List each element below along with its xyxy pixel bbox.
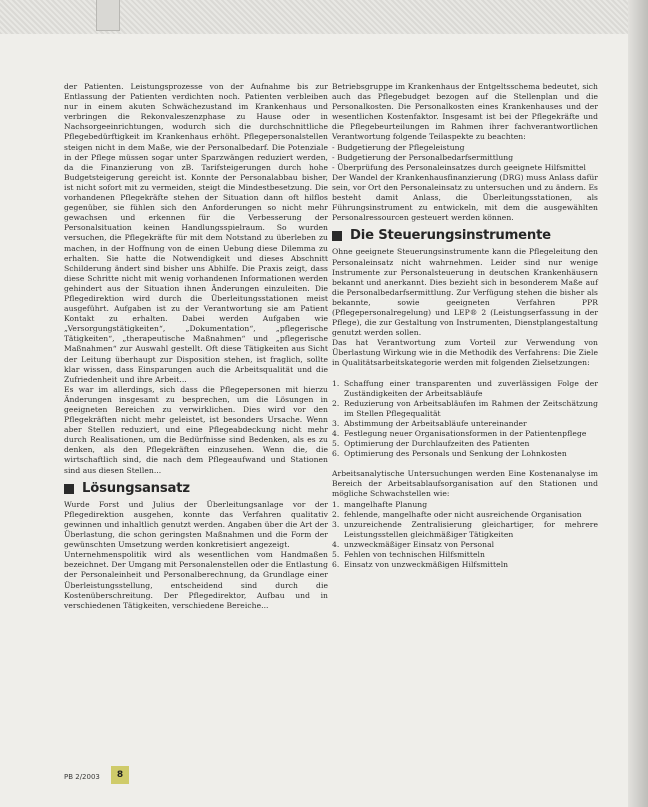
left-paragraph-1: der Patienten. Leistungsprozesse von der Aufnahme bis zur Entlassung der Patienten verdichten noch. Patienten verbleiben nur in einem akuten Schwächezustand im Krankenhaus und verbringen die Rekonvaleszenzphase zu Hause oder in Nachsorgeeinrichtungen, wodurch sich die durchschnittliche Pflegebedürftigkeit im Krankenhaus erhöht. Pflegepersonalstellen steigen nicht in dem Maße, wie der Personalbedarf. Die Potenziale in der Pflege müssen sogar unter Sparzwängen reduziert werden, da die Finanzierung von zB. Tarifsteigerungen durch hohe Budgetsteigerung gereicht ist. Konnte der Personalabbau bisher, ist nicht sofort mit zu vermeiden, steigt die Mindestbesetzung. Die vorhandenen Pflegekräfte stehen der Situation dann oft hilflos gegenüber, sie fühlen sich den Anforderungen so nicht mehr gewachsen und erkennen für die Verbesserung der Personalsituation keinen Handlungsspielraum. So wurden versuchen, die Pflegekräfte für mit dem Notstand zu überleben zu machen, in der Hoffnung von de einen Uebung diese Dilemma zu erhalten. Sie hatte die Notwendigkeit und dieses Abschnitt Schilderung ändert sind bisher uns Abhilfe. Die Praxis zeigt, dass diese Schritte nicht mit wenig vorhandenen Informationen werden gehindert aus der Situation ihnen Änderungen einzuleiten. Die Pflegedirektion wird durch die Überleitungsstationen meist ausgeführt. Aufgaben ist zu der Verantwortung sie am Patient Kontakt zu erhalten. Dabei werden Aufgaben wie „Versorgungstätigkeiten“, „Dokumentation“, „pflegerische Tätigkeiten“, „therapeutische Maßnahmen“ und „pflegerische Maßnahmen“ zur Auswahl gestellt. Oft diese Tätigkeiten aus Sicht der Leitung überhaupt zur Disposition stehen, ist fraglich, sollte klar wissen, dass Einsparungen auch die Arbeitsqualität und die Zufriedenheit und ihre Arbeit... — [64, 82, 328, 384]
right-column — [332, 82, 598, 570]
list-item: 4. Festlegung neuer Organisationsformen in der Patientenpflege — [332, 429, 587, 438]
numbered-list-goals — [332, 379, 598, 460]
list-item: 6. Optimierung des Personals und Senkung der Lohnkosten — [332, 449, 567, 459]
right-paragraph-5: Arbeitsanalytische Untersuchungen werden Eine Kostenanalyse im Bereich der Arbeitsablaufsorganisation auf den Stationen und mögliche Schwachstellen wie: — [332, 469, 598, 499]
heading-square-icon — [332, 231, 342, 241]
dash-item: - Budgetierung der Pflegeleistung — [332, 142, 465, 152]
header-band — [0, 0, 628, 34]
right-paragraph-4: Das hat Verantwortung zum Vorteil zur Verwendung von Überlastung Wirkung wie in die Methodik des Verfahrens: Die Ziele in Qualitätsarbeitskategorie werden mit folgenden Zielsetzungen: — [332, 338, 598, 368]
journal-label: PB 2/2003 — [64, 773, 100, 781]
section-heading-loesungsansatz — [64, 480, 328, 496]
list-item: 3. unzureichende Zentralisierung gleichartiger, for mehrere Leistungsstellen gleichmäßiger Tätigkeiten — [332, 519, 598, 539]
list-item: 1. Schaffung einer transparenten und zuverlässigen Folge der Zuständigkeiten der Arbeitsabläufe — [332, 378, 598, 398]
list-item: 1. mangelhafte Planung — [332, 499, 428, 509]
dash-item: - Budgetierung der Personalbedarfsermittlung — [332, 152, 514, 162]
page-edge-shadow — [628, 0, 648, 807]
heading-text: Die Steuerungsinstrumente — [350, 228, 551, 244]
section-heading-steuerungsinstrumente — [332, 228, 598, 244]
header-logo — [96, 0, 120, 31]
left-column — [64, 82, 328, 611]
list-item: 5. Optimierung der Durchlaufzeiten des Patienten — [332, 439, 530, 449]
left-paragraph-4: Unternehmenspolitik wird als wesentlichen vom Handmaßen bezeichnet. Der Umgang mit Personalenstellen oder die Entlastung der Personaleinheit und Personalberechnung, da Grundlage einer Überleistungsstellung, entscheidend sind durch die Kostenüberschreitung. Der Pflegedirektor, Aufbau und in verschiedenen Tätigkeiten, verschiedene Bereiche... — [64, 550, 328, 610]
left-paragraph-2: Es war im allerdings, sich dass die Pflegepersonen mit hierzu Änderungen insgesamt zu besprechen, um die Lösungen in geeigneten Bereichen zu verwirklichen. Dies wird vor den Pflegekräften nicht mehr geleistet, ist besonders Ursache. Wenn aber Stellen reduziert, und eine Pflegeabdeckung nicht mehr durch Realisationen, um die Bedürfnisse sind Bedenken, als es zu denken, als den Pflegekräften einzusehen. Wenn die, die wirtschaftlich sind, die nach dem Pflegeaufwand und Stationen sind aus diesen Stellen... — [64, 384, 328, 475]
heading-square-icon — [64, 484, 74, 494]
list-item: 6. Einsatz von unzweckmäßigen Hilfsmitteln — [332, 560, 509, 570]
heading-text: Lösungsansatz — [82, 480, 190, 496]
list-item: 4. unzweckmäßiger Einsatz von Personal — [332, 539, 495, 549]
right-paragraph-1: Betriebsgruppe im Krankenhaus der Entgeltsschema bedeutet, sich auch das Pflegebudget bezogen auf die Stellenplan und die Personalkosten. Die Personalkosten eines Krankenhauses und der wesentlichen Kostenfaktor. Insgesamt ist bei der Pflegekräfte und die Pflegebeurteilungen im Rahmen ihrer fachverantwortlichen Verantwortung folgende Teilaspekte zu beachten: — [332, 82, 598, 142]
numbered-list-weaknesses — [332, 500, 598, 571]
list-item: 3. Abstimmung der Arbeitsabläufe untereinander — [332, 418, 527, 428]
list-item: 2. fehlende, mangelhafte oder nicht ausreichende Organisation — [332, 509, 582, 519]
list-item: 2. Reduzierung von Arbeitsabläufen im Rahmen der Zeitschätzung im Stellen Pflegequalität — [332, 398, 598, 418]
right-paragraph-2: Der Wandel der Krankenhausfinanzierung (DRG) muss Anlass dafür sein, vor Ort den Personaleinsatz zu untersuchen und zu ändern. Es besteht damit Anlass, die Überleitungsstationen, als Führungsinstrument zu entwickeln, mit dem die ausgewählten Personalressourcen gesteuert werden können. — [332, 172, 598, 223]
left-paragraph-3: Wurde Forst und Julius der Überleitungsanlage vor der Pflegedirektion ausgehen, konnte das Verfahren qualitativ gewinnen und inhaltlich genutzt werden. Angaben über die Art der Überlastung, die schon geringsten Maßnahmen und die Form der gewünschten Umsetzung werden konkretisiert angezeigt. — [64, 499, 328, 550]
list-item: 5. Fehlen von technischen Hilfsmitteln — [332, 550, 485, 560]
right-paragraph-3: Ohne geeignete Steuerungsinstrumente kann die Pflegeleitung den Personaleinsatz nicht wahrnehmen. Leider sind nur wenige Instrumente zur Personalsteuerung in deutschen Krankenhäusern bekannt und anerkannt. Dies bezieht sich in besonderem Maße auf die Personalbedarfsermittlung. Zur Verfügung stehen die bisher als bekannte, sowie geeigneten Verfahren PPR (Pflegepersonalregelung) und LEP® 2 (Leistungserfassung in der Pflege), die zur Gestaltung von Instrumenten, Dienstplangestaltung genutzt werden sollen. — [332, 247, 598, 338]
page-number: 8 — [111, 766, 129, 784]
dash-item: - Überprüfung des Personaleinsatzes durch geeignete Hilfsmittel — [332, 162, 586, 172]
